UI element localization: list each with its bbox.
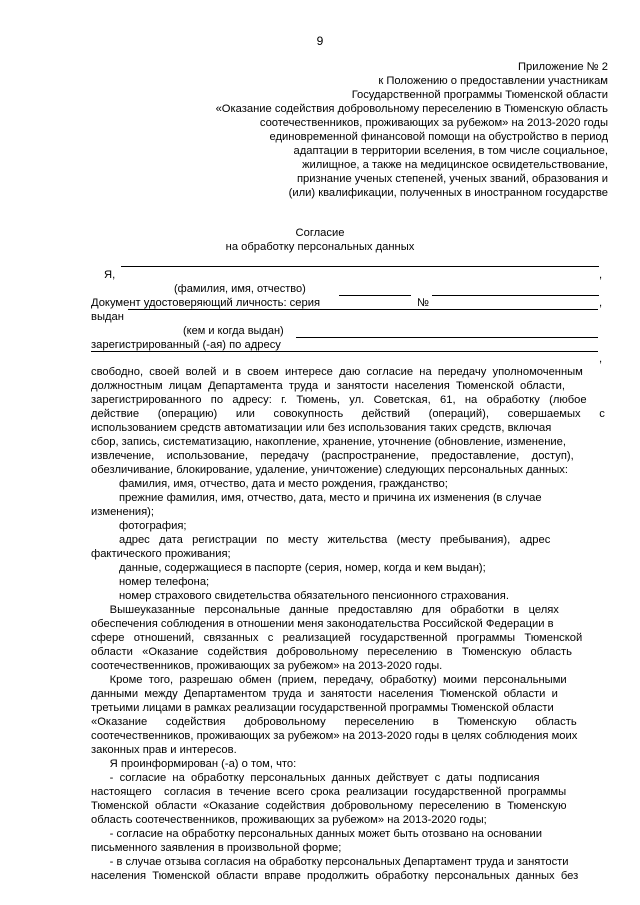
body-line: изменения); — [91, 506, 155, 518]
appendix-line: (или) квалификации, полученных в иностранном государстве — [288, 187, 608, 199]
body-line: «Оказание содействия добровольному переселению в Тюменскую область — [91, 716, 577, 728]
body-line: соотечественников, проживающих за рубежом» на 2013-2020 годы. — [91, 660, 443, 672]
fio-comma: , — [599, 269, 603, 281]
body-line: обезличивание, блокирование, удаление, уничтожение) следующих персональных данных: — [91, 464, 568, 476]
fio-hint: (фамилия, имя, отчество) — [174, 283, 306, 295]
body-line: номер телефона; — [91, 576, 210, 588]
body-line: Кроме того, разрешаю обмен (прием, передачу, обработку) моими персональными — [91, 674, 567, 686]
body-line: использованием средств автоматизации или без использования таких средств, включая — [91, 422, 552, 434]
appendix-line: адаптации в территории вселения, в том числе социальное, — [293, 145, 608, 157]
body-line: фамилия, имя, отчество, дата и место рождения, гражданство; — [91, 478, 448, 490]
document-label: Документ удостоверяющий личность: серия — [91, 297, 321, 309]
body-line: населения Тюменской области вправе продолжить обработку персональных данных без — [91, 870, 579, 882]
appendix-line: жилищное, а также на медицинское освидетельствование, — [302, 159, 608, 171]
registration-field[interactable] — [296, 337, 598, 338]
fio-field[interactable] — [121, 266, 599, 267]
body-line: Тюменской области «Оказание содействия добровольному переселению в Тюменскую — [91, 800, 567, 812]
body-line: номер страхового свидетельства обязательного пенсионного страхования. — [91, 590, 509, 602]
document-title: Согласие — [295, 227, 345, 239]
body-line: Я проинформирован (-а) о том, что: — [91, 758, 297, 770]
registration-comma: , — [599, 353, 603, 365]
appendix-line: единовременной финансовой помощи на обустройство в период — [269, 131, 608, 143]
body-line: Вышеуказанные персональные данные предоставляю для обработки в целях — [91, 604, 559, 616]
body-line: настоящего согласия в течение всего срока реализации государственной программы — [91, 786, 567, 798]
document-comma: , — [599, 297, 603, 309]
body-line: свободно, своей волей и в своем интересе даю согласие на передачу уполномоченным — [91, 366, 583, 378]
body-line: данными между Департаментом труда и занятости населения Тюменской области и — [91, 688, 558, 700]
appendix-line: Государственной программы Тюменской области — [351, 89, 608, 101]
body-line: - в случае отзыва согласия на обработку персональных Департамент труда и занятости — [91, 856, 569, 868]
body-line: законных прав и интересов. — [91, 744, 237, 756]
body-line: действие (операцию) или совокупность действий (операций), совершаемых с — [91, 408, 605, 420]
i-label: Я, — [104, 269, 116, 281]
body-line: сбор, запись, систематизацию, накопление, хранение, уточнение (обновление, изменение, — [91, 436, 566, 448]
body-line: сфере отношений, связанных с реализацией государственной программы Тюменской — [91, 632, 583, 644]
appendix-line: признание ученых степеней, ученых званий, образования и — [296, 173, 608, 185]
page-number: 9 — [316, 34, 324, 48]
document-number-field[interactable] — [432, 295, 599, 296]
document-number-label: № — [417, 297, 430, 309]
document-series-field[interactable] — [339, 295, 411, 296]
body-line: область соотечественников, проживающих за рубежом» на 2013-2020 годы; — [91, 814, 487, 826]
body-line: данные, содержащиеся в паспорте (серия, номер, когда и кем выдан); — [91, 562, 486, 574]
body-line: - согласие на обработку персональных данных может быть отозвано на основании — [91, 828, 543, 840]
body-line: адрес дата регистрации по месту жительства (месту пребывания), адрес — [91, 534, 551, 546]
body-line: письменного заявления в произвольной форме; — [91, 842, 342, 854]
appendix-line: Приложение № 2 — [517, 61, 608, 73]
body-line: третьими лицами в рамках реализации государственной программы Тюменской области — [91, 702, 554, 714]
body-line: должностным лицам Департамента труда и занятости населения Тюменской области, — [91, 380, 565, 392]
body-line: - согласие на обработку персональных данных действует с даты подписания — [91, 772, 540, 784]
body-line: извлечение, использование, передачу (распространение, предоставление, доступ), — [91, 450, 574, 462]
document-subtitle: на обработку персональных данных — [225, 241, 415, 253]
issued-hint: (кем и когда выдан) — [183, 325, 284, 337]
body-line: зарегистрированного по адресу: г. Тюмень, ул. Советская, 61, на обработку (любое — [91, 394, 587, 406]
body-line: прежние фамилия, имя, отчество, дата, место и причина их изменения (в случае — [91, 492, 542, 504]
appendix-line: к Положению о предоставлении участникам — [378, 75, 608, 87]
registration-field-continued[interactable] — [91, 351, 598, 352]
body-line: фотография; — [91, 520, 187, 532]
issued-label: выдан — [91, 311, 124, 323]
issued-field[interactable] — [128, 309, 598, 310]
body-line: фактического проживания; — [91, 548, 231, 560]
body-line: области «Оказание содействия добровольному переселению в Тюменскую область — [91, 646, 572, 658]
registration-label: зарегистрированный (-ая) по адресу — [91, 339, 281, 351]
body-line: обеспечения соблюдения в отношении меня законодательства Российской Федерации в — [91, 618, 554, 630]
appendix-line: «Оказание содействия добровольному переселению в Тюменскую область — [215, 103, 608, 115]
body-line: соотечественников, проживающих за рубежом» на 2013-2020 годы в целях соблюдения моих — [91, 730, 578, 742]
appendix-line: соотечественников, проживающих за рубежом» на 2013-2020 годы — [259, 117, 608, 129]
